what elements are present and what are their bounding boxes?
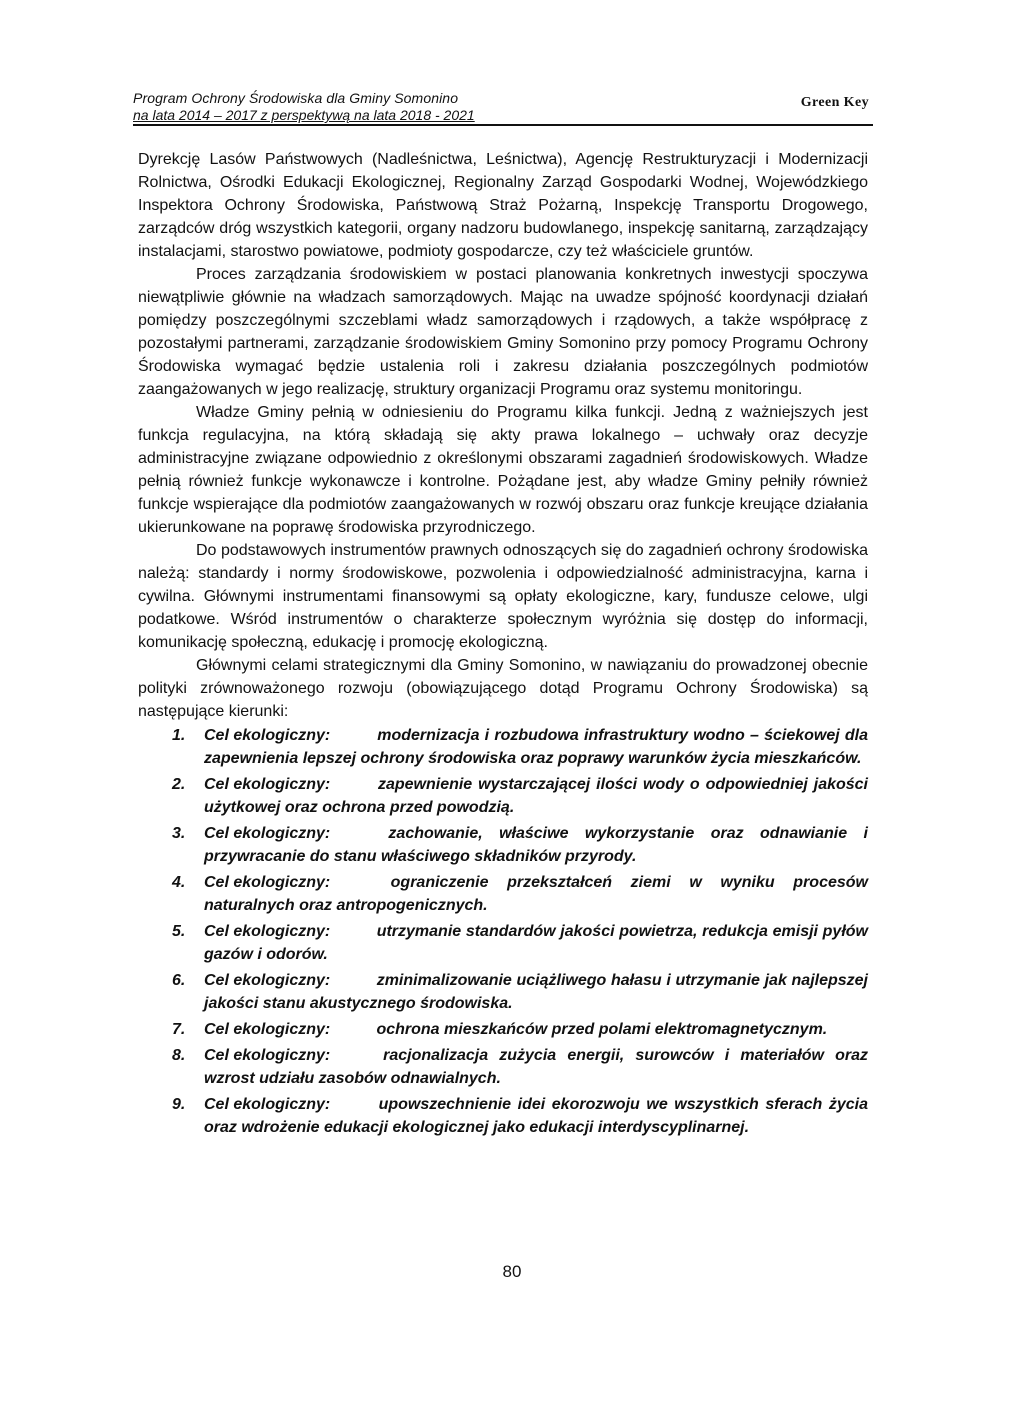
paragraph: Proces zarządzania środowiskiem w postaci planowania konkretnych inwestycji spoczywa niewątpliwie głównie na władzach samorządowych. Mając na uwadze spójność koordynacji działań pomiędzy poszczególnymi szczeblami władz samorządowych i rządowych, a także współpracę z pozostałymi partnerami, zarządzanie środowiskiem Gminy Somonino przy pomocy Programu Ochrony Środowiska wymagać będzie ustalenia roli i zakresu działania poszczególnych podmiotów zaangażowanych w jego realizację, struktury organizacji Programu oraz systemu monitoringu. bbox=[138, 266, 868, 398]
goal-text: zminimalizowanie uciążliwego hałasu i utrzymanie jak najlepszej jakości stanu akustycznego środowiska. bbox=[204, 972, 868, 1012]
goal-item bbox=[138, 1093, 868, 1139]
goal-label: Cel ekologiczny: bbox=[204, 727, 331, 744]
goal-label: Cel ekologiczny: bbox=[204, 972, 331, 989]
goal-number: 4. bbox=[172, 874, 186, 891]
goal-text: ograniczenie przekształceń ziemi w wyniku procesów naturalnych oraz antropogenicznych. bbox=[204, 874, 868, 914]
goal-text: utrzymanie standardów jakości powietrza, redukcja emisji pyłów gazów i odorów. bbox=[204, 923, 868, 963]
header-title: Program Ochrony Środowiska dla Gminy Somonino bbox=[133, 90, 459, 106]
goal-label: Cel ekologiczny: bbox=[204, 1021, 331, 1038]
goal-item bbox=[138, 822, 868, 868]
goal-number: 1. bbox=[172, 727, 186, 744]
goal-number: 7. bbox=[172, 1021, 186, 1038]
goal-item bbox=[138, 920, 868, 966]
goals-list bbox=[138, 724, 868, 1139]
goal-label: Cel ekologiczny: bbox=[204, 1096, 331, 1113]
goal-item bbox=[138, 1018, 868, 1041]
header-subtitle: na lata 2014 – 2017 z perspektywą na lata 2018 - 2021 bbox=[133, 107, 475, 123]
goal-text: modernizacja i rozbudowa infrastruktury wodno – ściekowej dla zapewnienia lepszej ochrony środowiska oraz poprawy warunków życia mieszkańców. bbox=[204, 727, 869, 767]
paragraph: Do podstawowych instrumentów prawnych odnoszących się do zagadnień ochrony środowiska należą: standardy i normy środowiskowe, pozwolenia i odpowiedzialność administracyjna, karna i cywilna. Głównymi instrumentami finansowymi są opłaty ekologiczne, kary, fundusze celowe, ulgi podatkowe. Wśród instrumentów o charakterze społecznym wyróżnia się dostęp do informacji, komunikację społeczną, edukację i promocję ekologiczną. bbox=[138, 542, 868, 651]
goal-label: Cel ekologiczny: bbox=[204, 923, 331, 940]
goal-item bbox=[138, 871, 868, 917]
paragraph: Dyrekcję Lasów Państwowych (Nadleśnictwa, Leśnictwa), Agencję Restrukturyzacji i Modernizacji Rolnictwa, Ośrodki Edukacji Ekologicznej, Regionalny Zarząd Gospodarki Wodnej, Wojewódzkiego Inspektora Ochrony Środowiska, Państwową Straż Pożarną, Inspekcję Transportu Drogowego, zarządców dróg wszystkich kategorii, organy nadzoru budowlanego, inspekcję sanitarną, zarządzający instalacjami, starostwo powiatowe, podmioty gospodarcze, czy też właściciele gruntów. bbox=[138, 151, 868, 260]
page-header bbox=[133, 90, 873, 130]
goal-label: Cel ekologiczny: bbox=[204, 825, 331, 842]
goal-item bbox=[138, 969, 868, 1015]
goal-number: 2. bbox=[172, 776, 186, 793]
goal-number: 6. bbox=[172, 972, 186, 989]
goal-text: zachowanie, właściwe wykorzystanie oraz odnawianie i przywracanie do stanu właściwego składników przyrody. bbox=[204, 825, 868, 865]
goal-number: 9. bbox=[172, 1096, 186, 1113]
goal-number: 5. bbox=[172, 923, 186, 940]
paragraph: Władze Gminy pełnią w odniesieniu do Programu kilka funkcji. Jedną z ważniejszych jest funkcja regulacyjna, na którą składają się akty prawa lokalnego – uchwały oraz decyzje administracyjne związane odpowiednio z określonymi obszarami zagadnień środowiskowych. Władze pełnią również funkcje wykonawcze i kontrolne. Pożądane jest, aby władze Gminy pełniły również funkcje wspierające dla podmiotów zaangażowanych w rozwój obszaru oraz funkcje kreujące działania ukierunkowane na poprawę środowiska przyrodniczego. bbox=[138, 404, 868, 536]
goal-number: 3. bbox=[172, 825, 186, 842]
page-number: 80 bbox=[502, 1262, 522, 1281]
goal-item bbox=[138, 773, 868, 819]
goal-label: Cel ekologiczny: bbox=[204, 1047, 331, 1064]
goal-label: Cel ekologiczny: bbox=[204, 776, 331, 793]
paragraph: Głównymi celami strategicznymi dla Gminy Somonino, w nawiązaniu do prowadzonej obecnie polityki zrównoważonego rozwoju (obowiązującego dotąd Programu Ochrony Środowiska) są następujące kierunki: bbox=[138, 657, 868, 720]
goal-label: Cel ekologiczny: bbox=[204, 874, 331, 891]
header-divider bbox=[133, 124, 873, 126]
goal-item bbox=[138, 1044, 868, 1090]
goal-text: upowszechnienie idei ekorozwoju we wszystkich sferach życia oraz wdrożenie edukacji ekologicznej jako edukacji interdyscyplinarnej. bbox=[204, 1096, 868, 1136]
header-brand: Green Key bbox=[800, 95, 869, 110]
document-body bbox=[138, 148, 868, 1142]
goal-item bbox=[138, 724, 868, 770]
goal-text: ochrona mieszkańców przed polami elektromagnetycznym. bbox=[376, 1021, 828, 1038]
goal-text: zapewnienie wystarczającej ilości wody o odpowiedniej jakości użytkowej oraz ochrona przed powodzią. bbox=[204, 776, 868, 816]
goal-number: 8. bbox=[172, 1047, 186, 1064]
goal-text: racjonalizacja zużycia energii, surowców i materiałów oraz wzrost udziału zasobów odnawialnych. bbox=[204, 1047, 868, 1087]
